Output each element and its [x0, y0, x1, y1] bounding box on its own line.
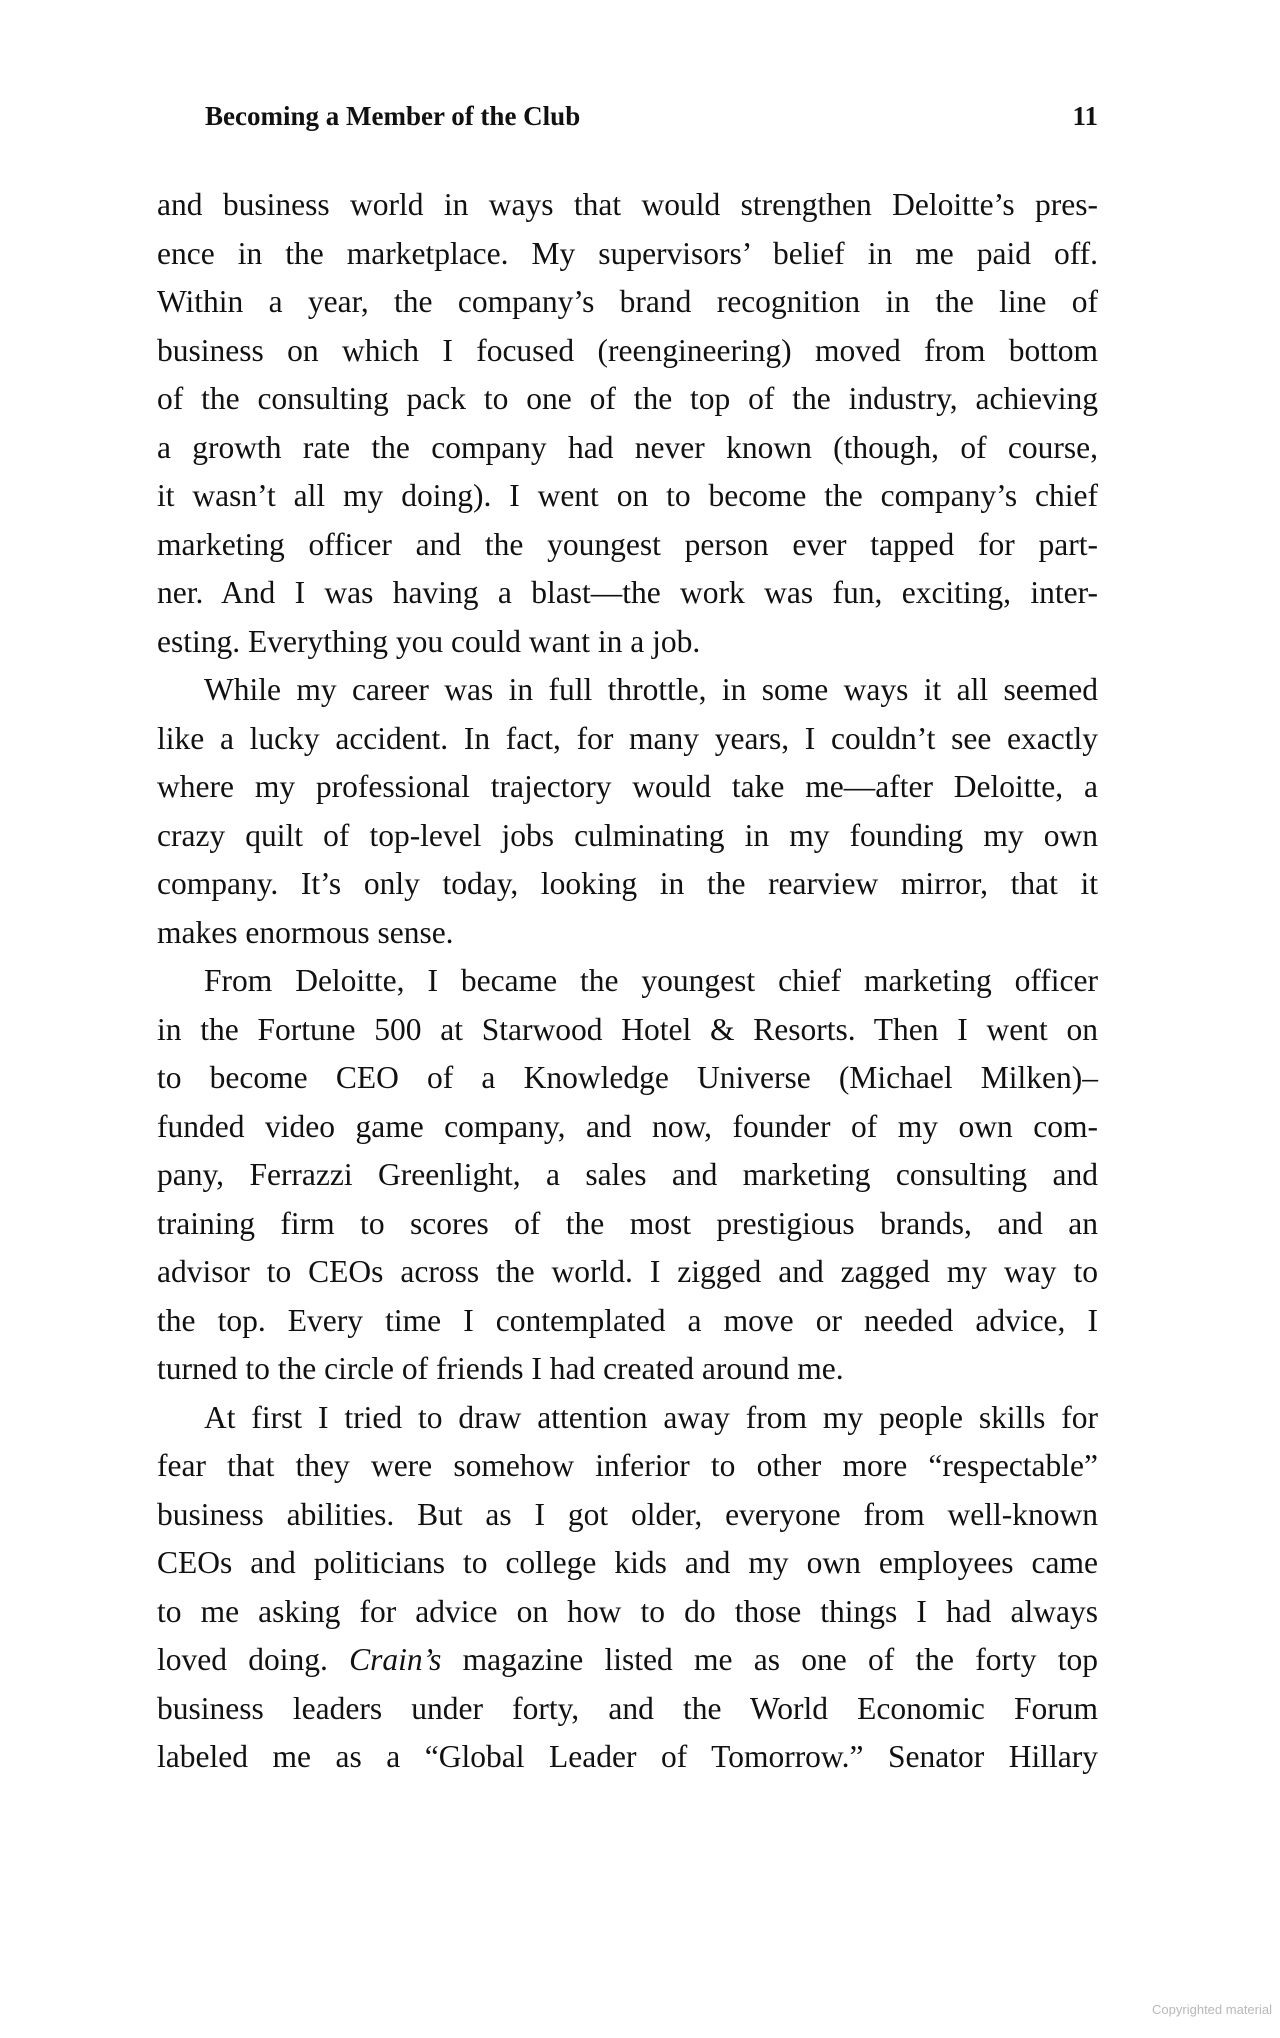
paragraph	[157, 181, 1098, 666]
line-text: to me asking for advice on how to do those things I had always	[157, 1593, 1098, 1629]
text-line	[157, 521, 1098, 570]
text-line	[157, 812, 1098, 861]
text-line	[157, 1588, 1098, 1637]
page-number: 11	[1072, 100, 1098, 131]
line-text: pany, Ferrazzi Greenlight, a sales and marketing consulting and	[157, 1157, 1098, 1192]
line-text: While my career was in full throttle, in some ways it all seemed	[204, 672, 1098, 707]
line-text: a growth rate the company had never known (though, of course,	[157, 429, 1098, 465]
text-line	[157, 957, 1098, 1006]
text-line	[157, 1394, 1098, 1443]
line-text-part: magazine listed me as one of the forty top	[441, 1642, 1098, 1677]
paragraph	[157, 957, 1098, 1394]
text-line	[157, 1200, 1098, 1249]
line-text: At first I tried to draw attention away from my people skills for	[204, 1399, 1098, 1435]
text-line	[157, 230, 1098, 279]
text-line	[157, 424, 1098, 473]
line-text: crazy quilt of top-level jobs culminating in my founding my own	[157, 817, 1098, 853]
text-line	[157, 763, 1098, 812]
text-line	[157, 618, 1098, 667]
line-text: of the consulting pack to one of the top of the industry, achieving	[157, 381, 1098, 416]
line-text: turned to the circle of friends I had created around me.	[157, 1351, 844, 1386]
paragraph	[157, 1394, 1098, 1782]
line-text: like a lucky accident. In fact, for many years, I couldn’t see exactly	[157, 720, 1098, 756]
line-text: labeled me as a “Global Leader of Tomorrow.” Senator Hillary	[157, 1739, 1098, 1774]
line-text: business leaders under forty, and the World Economic Forum	[157, 1690, 1098, 1726]
text-line	[157, 860, 1098, 909]
text-line	[157, 715, 1098, 764]
line-text: the top. Every time I contemplated a move or needed advice, I	[157, 1302, 1098, 1338]
text-line	[157, 1636, 1098, 1685]
body-text	[157, 181, 1098, 1782]
copyright-watermark: Copyrighted material	[1152, 2002, 1272, 2017]
text-line	[157, 1685, 1098, 1734]
line-text: business abilities. But as I got older, everyone from well-known	[157, 1496, 1098, 1532]
line-text: funded video game company, and now, founder of my own com-	[157, 1108, 1098, 1144]
text-line	[157, 1103, 1098, 1152]
text-line	[157, 666, 1098, 715]
line-text: and business world in ways that would strengthen Deloitte’s pres-	[157, 187, 1098, 222]
text-line	[157, 1297, 1098, 1346]
line-text: makes enormous sense.	[157, 914, 454, 950]
text-line	[157, 1345, 1098, 1394]
text-line	[157, 472, 1098, 521]
line-text: in the Fortune 500 at Starwood Hotel & Resorts. Then I went on	[157, 1011, 1098, 1047]
line-text: CEOs and politicians to college kids and my own employees came	[157, 1545, 1098, 1580]
line-text: training firm to scores of the most prestigious brands, and an	[157, 1205, 1098, 1241]
line-text: From Deloitte, I became the youngest chief marketing officer	[204, 963, 1098, 998]
line-text: Within a year, the company’s brand recognition in the line of	[157, 284, 1098, 319]
text-line	[157, 1248, 1098, 1297]
line-text-part: loved doing.	[157, 1642, 350, 1677]
line-text: business on which I focused (reengineering) moved from bottom	[157, 332, 1098, 368]
line-text: company. It’s only today, looking in the rearview mirror, that it	[157, 866, 1098, 901]
text-line	[157, 181, 1098, 230]
text-line	[157, 1442, 1098, 1491]
line-text: advisor to CEOs across the world. I zigged and zagged my way to	[157, 1254, 1098, 1289]
text-line	[157, 909, 1098, 958]
text-line	[157, 1151, 1098, 1200]
paragraph	[157, 666, 1098, 957]
line-text	[157, 1642, 1098, 1677]
text-line	[157, 1539, 1098, 1588]
text-line	[157, 1733, 1098, 1782]
line-text: where my professional trajectory would take me—after Deloitte, a	[157, 769, 1098, 804]
text-line	[157, 327, 1098, 376]
text-line	[157, 1054, 1098, 1103]
line-text: to become CEO of a Knowledge Universe (Michael Milken)–	[157, 1060, 1098, 1095]
line-text: fear that they were somehow inferior to other more “respectable”	[157, 1448, 1098, 1483]
text-line	[157, 375, 1098, 424]
running-header	[205, 96, 1098, 136]
line-text: esting. Everything you could want in a job.	[157, 623, 701, 659]
text-line	[157, 1491, 1098, 1540]
text-line	[157, 278, 1098, 327]
line-text: marketing officer and the youngest person ever tapped for part-	[157, 526, 1098, 562]
italic-title: Crain’s	[349, 1642, 442, 1677]
text-line	[157, 569, 1098, 618]
line-text: ner. And I was having a blast—the work was fun, exciting, inter-	[157, 575, 1098, 610]
running-title: Becoming a Member of the Club	[205, 100, 581, 131]
line-text: it wasn’t all my doing). I went on to become the company’s chief	[157, 478, 1098, 513]
text-line	[157, 1006, 1098, 1055]
line-text: ence in the marketplace. My supervisors’ belief in me paid off.	[157, 235, 1098, 271]
